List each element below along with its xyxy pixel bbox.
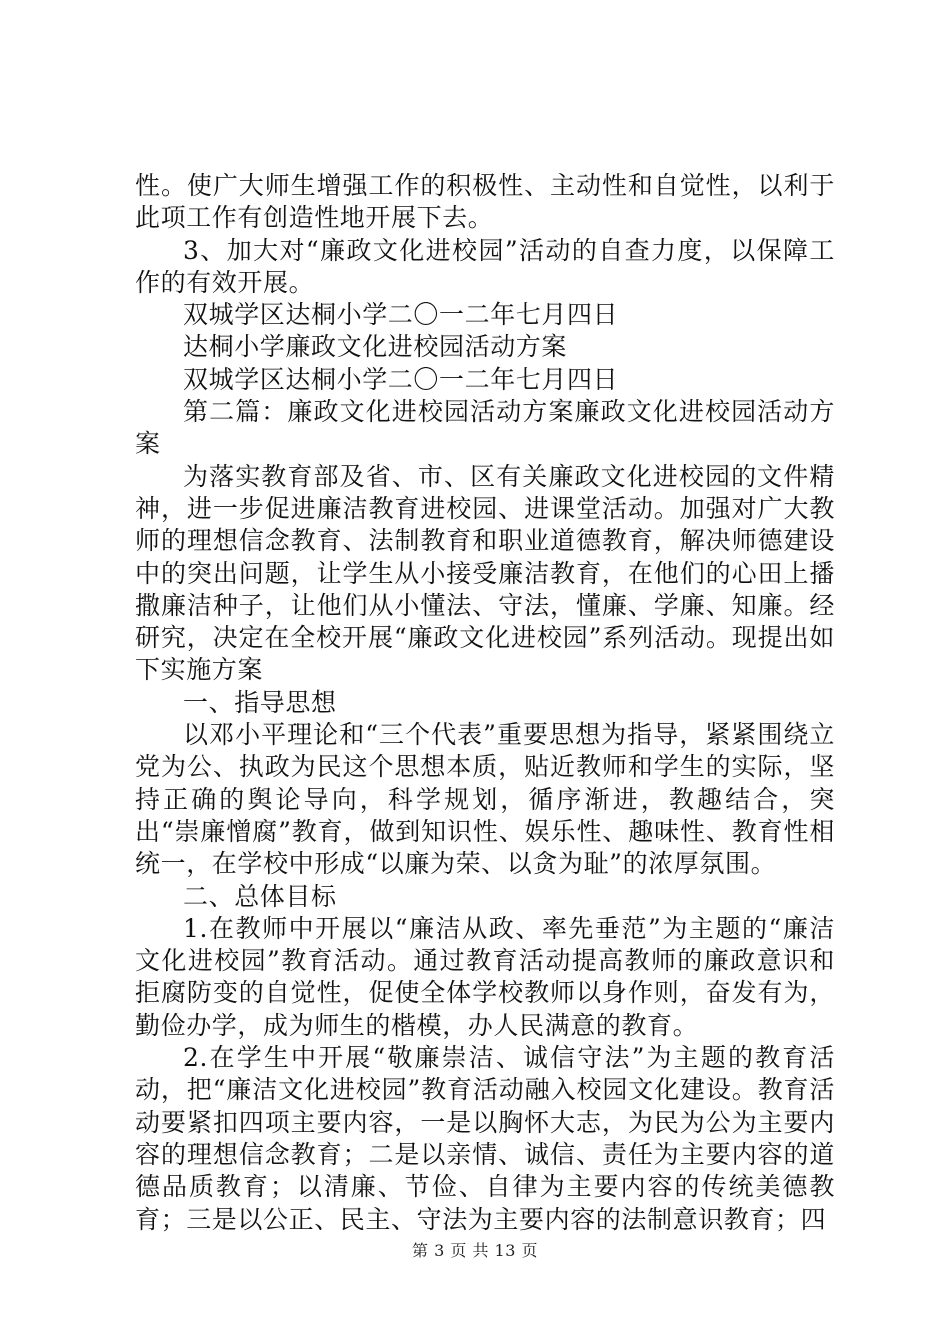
paragraph-guiding-thought: 以邓小平理论和“三个代表”重要思想为指导，紧紧围绕立党为公、执政为民这个思想本质，贴近教师和学生的实际，坚持正确的舆论导向，科学规划，循序渐进，教趣结合，突出“崇廉憎腐”教育，做到知识性、娱乐性、趣味性、教育性相统一，在学校中形成“以廉为荣、以贪为耻”的浓厚氛围。 [135,720,835,879]
chapter-heading: 第二篇：廉政文化进校园活动方案廉政文化进校园活动方案 [135,397,835,459]
paragraph-2: 3、加大对“廉政文化进校园”活动的自查力度，以保障工作的有效开展。 [135,235,835,297]
paragraph-goal-2: 2.在学生中开展“敬廉崇洁、诚信守法”为主题的教育活动，把“廉洁文化进校园”教育活动融入校园文化建设。教育活动要紧扣四项主要内容，一是以胸怀大志，为民为公为主要内容的理想信念教育；二是以亲情、诚信、责任为主要内容的道德品质教育；以清廉、节俭、自律为主要内容的传统美德教育；三是以公正、民主、守法为主要内容的法制意识教育；四 [135,1043,835,1234]
paragraph-goal-1: 1.在教师中开展以“廉洁从政、率先垂范”为主题的“廉洁文化进校园”教育活动。通过教育活动提高教师的廉政意识和拒腐防变的自觉性，促使全体学校教师以身作则，奋发有为，勤俭办学，成为师生的楷模，办人民满意的教育。 [135,913,835,1040]
signature-line-2: 双城学区达桐小学二〇一二年七月四日 [183,364,619,394]
section-heading-1: 一、指导思想 [183,687,337,717]
paragraph-1: 性。使广大师生增强工作的积极性、主动性和自觉性，以利于此项工作有创造性地开展下去。 [135,171,835,233]
section-heading-2: 二、总体目标 [183,881,337,911]
page-number-footer: 第 3 页 共 13 页 [412,1241,538,1260]
signature-line-1: 双城学区达桐小学二〇一二年七月四日 [183,300,619,330]
document-title: 达桐小学廉政文化进校园活动方案 [183,332,568,362]
document-body [135,170,835,1236]
paragraph-intro: 为落实教育部及省、市、区有关廉政文化进校园的文件精神，进一步促进廉洁教育进校园、进课堂活动。加强对广大教师的理想信念教育、法制教育和职业道德教育，解决师德建设中的突出问题，让学生从小接受廉洁教育，在他们的心田上播撒廉洁种子，让他们从小懂法、守法，懂廉、学廉、知廉。经研究，决定在全校开展“廉政文化进校园”系列活动。现提出如下实施方案 [135,461,835,685]
